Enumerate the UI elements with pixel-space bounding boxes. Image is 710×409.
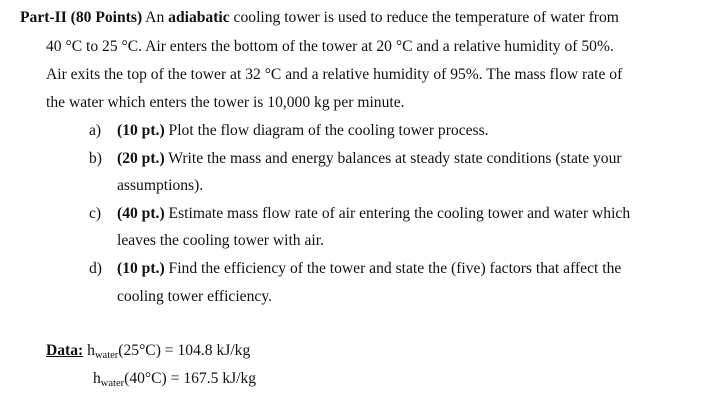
intro-line-3: Air exits the top of the tower at 32 °C and a relative humidity of 95%. The mass flow rate of: [46, 66, 623, 83]
intro-text-1: An: [142, 9, 169, 26]
question-a: [89, 122, 489, 140]
question-points: (40 pt.): [117, 205, 165, 222]
question-points: (10 pt.): [117, 122, 165, 139]
question-letter: d): [89, 260, 102, 277]
question-points: (20 pt.): [117, 150, 165, 167]
question-d-continued: cooling tower efficiency.: [117, 288, 273, 305]
data-line-1: [46, 342, 250, 362]
question-b: [89, 150, 622, 168]
enthalpy-subscript: water: [100, 378, 125, 389]
question-letter: b): [89, 150, 102, 167]
intro-text-2: cooling tower is used to reduce the temperature of water from: [229, 9, 619, 26]
enthalpy-value-25c: (25°C) = 104.8 kJ/kg: [118, 342, 251, 359]
question-d: [89, 260, 621, 278]
part-title: Part-II (80 Points): [20, 9, 143, 26]
intro-line-4: the water which enters the tower is 10,000 kg per minute.: [46, 94, 405, 111]
question-letter: c): [89, 205, 102, 222]
question-c: [89, 205, 630, 223]
data-line-2: [93, 370, 256, 390]
question-b-continued: assumptions).: [117, 177, 204, 194]
question-text: Find the efficiency of the tower and state the (five) factors that affect the: [164, 260, 622, 277]
enthalpy-value-40c: (40°C) = 167.5 kJ/kg: [124, 370, 257, 387]
question-text: Write the mass and energy balances at steady state conditions (state your: [164, 150, 622, 167]
question-points: (10 pt.): [117, 260, 165, 277]
enthalpy-symbol: h: [87, 342, 95, 359]
question-letter: a): [89, 122, 102, 139]
intro-line-1: [20, 9, 619, 27]
question-c-continued: leaves the cooling tower with air.: [117, 232, 324, 249]
enthalpy-subscript: water: [94, 350, 119, 361]
question-text: Estimate mass flow rate of air entering the cooling tower and water which: [164, 205, 631, 222]
adiabatic-keyword: adiabatic: [168, 9, 230, 26]
question-text: Plot the flow diagram of the cooling tower process.: [164, 122, 489, 139]
enthalpy-symbol: h: [93, 370, 101, 387]
intro-line-2: 40 °C to 25 °C. Air enters the bottom of the tower at 20 °C and a relative humidity of 50%.: [46, 38, 614, 55]
data-label: Data:: [46, 342, 84, 359]
